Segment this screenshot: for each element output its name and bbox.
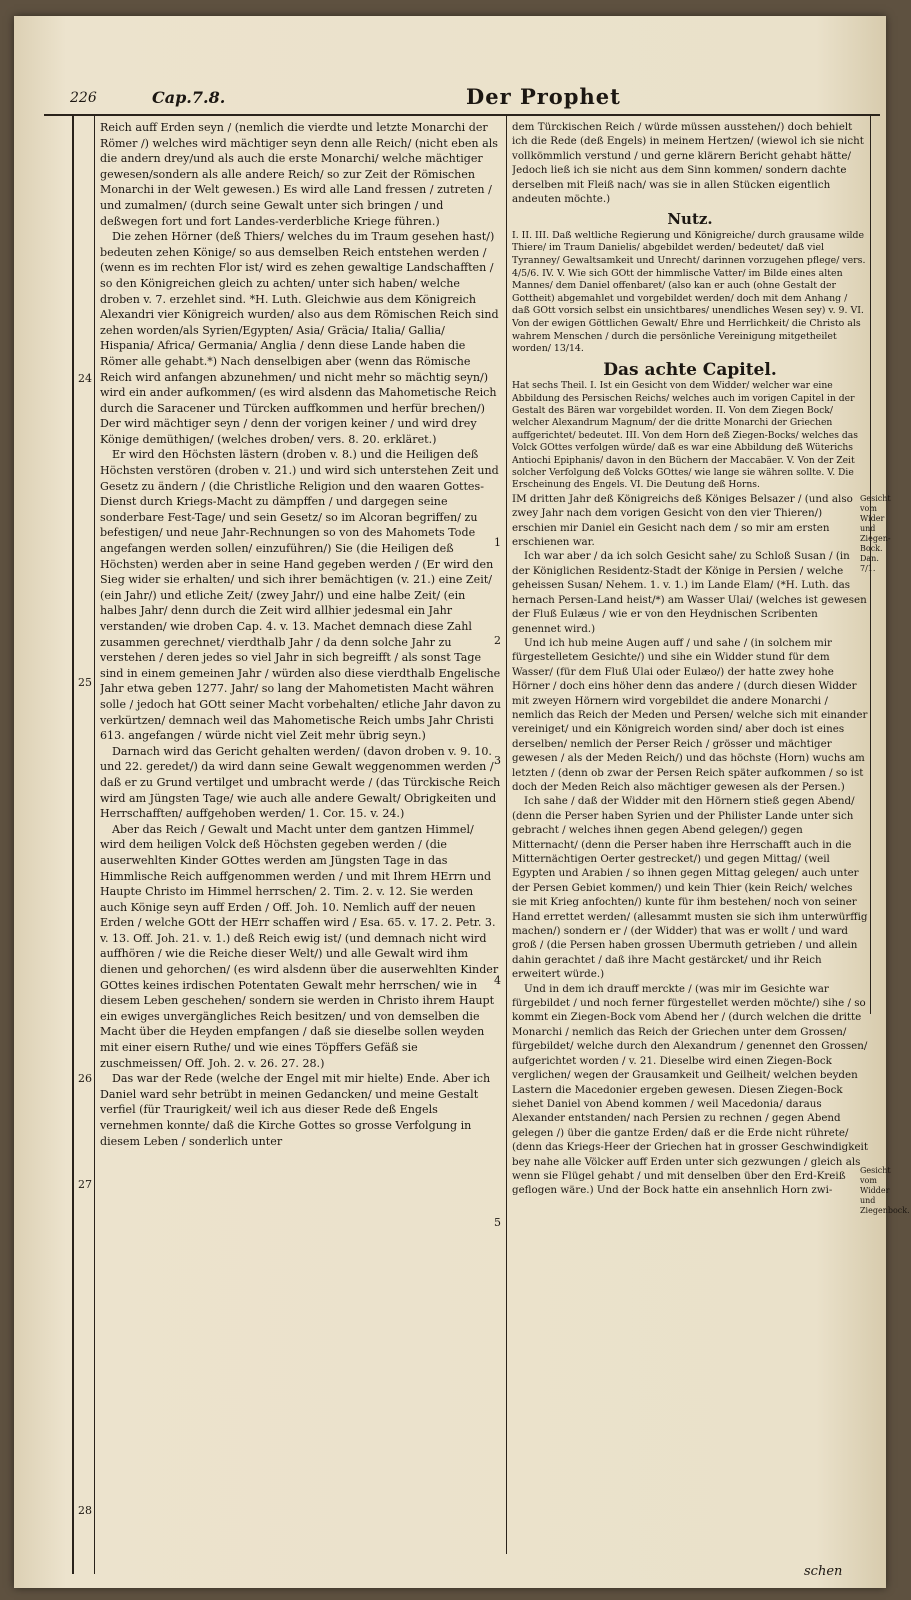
running-header: [14, 86, 886, 112]
chapter-reference: Cap.7.8.: [152, 88, 226, 107]
verse-paragraph: Er wird den Höchsten lästern (droben v. 8.) und die Heiligen deß Höchsten verstören (droben v. 21.) und wird sich unterstehen Zeit und Gesetz zu ändern / (die Christliche Religion und den waaren Gottes-Dienst durch Kriegs-Macht zu dämpffen / und dargegen seine sonderbare Fest-Tage/ und sein Gesetz/ so im Alcoran begriffen/ zu befestigen/ und neue Jahr-Rechnungen so von des Mahomets Tode angefangen werden sollen/ einzuführen/) Sie (die Heiligen deß Höchsten) werden aber in seine Hand gegeben werden / (Er wird den Sieg wider sie erhalten/ und sich ihrer bemächtigen (v. 21.) eine Zeit/ (ein Jahr/) und etliche Zeit/ (zwey Jahr/) und eine halbe Zeit/ (ein halbes Jahr/ denn durch die Zeit wird allhier jedesmal ein Jahr verstanden/ wie droben Cap. 4. v. 13. Machet demnach diese Zahl zusammen gerechnet/ vierdthalb Jahr / da denn solche Jahr zu verstehen / deren jedes so viel Jahr in sich begreifft / als sonst Tage sind in einem gemeinen Jahr / würden also diese vierdthalb Engelische Jahr etwa geben 1277. Jahr/ so lang der Mahometisten Macht währen solle / jedoch hat GOtt seiner Macht vorbehalten/ etliche Jahr davon zu verkürtzen/ demnach weil das Mahometische Reich umbs Jahr Christi 613. angefangen / würde nicht viel Zeit mehr übrig seyn.): [100, 448, 501, 743]
verse-number: 4: [494, 974, 501, 987]
continuation-paragraph: dem Türckischen Reich / würde müssen ausstehen/) doch behielt ich die Rede (deß Engels) in meinem Hertzen/ (wiewol ich sie nicht vollkömmlich verstund / und gerne klärern Bericht gehabt hätte/ Jedoch ließ ich sie nicht aus dem Sinn kommen/ sondern dachte derselben mit Fleiß nach/ was sie in allen Stücken eigentlich andeuten möchte.): [512, 121, 864, 206]
chapter-title: Das achte Capitel.: [603, 359, 777, 380]
verse-paragraph: Ich sahe / daß der Widder mit den Hörnern stieß gegen Abend/ (denn die Perser haben Syrien und der Philister Lande unter sich gebracht / welches ihnen gegen Abend gelegen/) gegen Mitternacht/ (denn die Perser haben ihre Herrschafft auch in die Mitternächtigen Oerter gestrecket/) und gegen Mittag/ (weil Egypten und Arabien / so ihnen gegen Mittag gelegen/ auch unter der Persen Gebiet kommen/) und kein Thier (kein Reich/ welches sie mit Krieg anfochten/) kunte für ihm bestehen/ noch von seiner Hand errettet werden/ (allesammt musten sie sich ihm unterwürffig machen/) sondern er / (der Widder) that was er wollt / und ward groß / (die Persen haben grossen Ubermuth getrieben / und allein dahin gerachtet / daß ihre Macht gestärcket/ und ihr Reich erweitert würde.): [512, 795, 868, 981]
header-rule: [44, 114, 880, 116]
verse-paragraph: Reich auff Erden seyn / (nemlich die vierdte und letzte Monarchi der Römer /) welches wird mächtiger seyn denn alle Reich/ (nicht eben als die andern drey/und als auch die erste Monarchi/ welche mächtiger gewesen/sondern als alle andere Reich/ so zur Zeit der Römischen Monarchi in der Welt gewesen.) Es wird alle Land fressen / zutreten / und zumalmen/ (durch seine Gewalt unter sich bringen / und deßwegen fort und fort Landes-verderbliche Kriege führen.): [100, 121, 498, 228]
verse-paragraph: IM dritten Jahr deß Königreichs deß Königes Belsazer / (und also zwey Jahr nach dem vorigen Gesicht von den vier Thieren/) erschien mir Daniel ein Gesicht nach dem / so mir am ersten erschienen war.: [512, 492, 853, 549]
verse-number: 24: [78, 372, 92, 385]
verse-paragraph: Und ich hub meine Augen auff / und sahe / (in solchem mir fürgestelletem Gesichte/) und sihe ein Widder stund für dem Wasser/ (für dem Fluß Ulai oder Eulæo/) der hatte zwey hohe Hörner / doch eins höher denn das andere / (durch diesen Widder mit zweyen Hörnern wird vorgebildet die andere Monarchi / nemlich das Reich der Meden und Persen/ welche sich mit einander vereiniget/ und ein Königreich worden sind/ aber doch ist eines derselben/ nemlich der Perser Reich / grösser und mächtiger gewesen / als der Meden Reich/) und das höchste (Horn) wuchs am letzten / (denn ob zwar der Persen Reich später aufkommen / so ist doch der Meden Reich also mächtiger gewesen als der Persen.): [512, 636, 868, 793]
book-page: [14, 16, 910, 1588]
page-number: 226: [70, 90, 97, 106]
verse-number: 27: [78, 1178, 92, 1191]
left-text-column: [100, 120, 502, 1590]
verse-paragraph: Das war der Rede (welche der Engel mit mir hielte) Ende. Aber ich Daniel ward sehr betrübt in meinen Gedancken/ und meine Gestalt verfiel (für Traurigkeit/ weil ich aus dieser Rede deß Engels vernehmen konnte/ daß die Kirche Gottes so grosse Verfolgung in diesem Leben / sonderlich unter: [100, 1072, 491, 1148]
nutz-paragraph: I. II. III. Daß weltliche Regierung und Königreiche/ durch grausame wilde Thiere/ im Traum Danielis/ abgebildet werden/ bedeutet/ daß viel Tyranney/ Gewaltsamkeit und Unrecht/ darinnen vorzugehen pflege/ vers. 4/5/6. IV. V. Wie sich GOtt der himmlische Vatter/ im Bilde eines alten Mannes/ dem Daniel offenbaret/ (also kan er auch (ohne Gestalt der Gottheit) abgemahlet und vorgebildet werden/ doch mit dem Anhang / daß GOtt vorsich selbst ein unsichtbares/ unendliches Wesen sey) v. 9. VI. Von der ewigen Göttlichen Gewalt/ Ehre und Herrlichkeit/ die Christo als wahrem Menschen / durch die persönliche Vereinigung mitgetheilet worden/ 13/14.: [512, 229, 866, 355]
verse-paragraph: Die zehen Hörner (deß Thiers/ welches du im Traum gesehen hast/) bedeuten zehen Könige/ so aus demselben Reich entstehen werden / (wenn es im rechten Flor ist/ wird es zehen gewaltige Landschafften / so den Königreichen gleich zu achten/ unter sich haben/ welche droben v. 7. erzehlet sind. *H. Luth. Gleichwie aus dem Königreich Alexandri vier Königreich wurden/ also aus dem Römischen Reich sind zehen worden/als Syrien/Egypten/ Asia/ Gräcia/ Italia/ Gallia/ Hispania/ Africa/ Germania/ Anglia / denn diese Lande haben die Römer alle gehabt.*) Nach denselbigen aber (wenn das Römische Reich wird anfangen abzunehmen/ und nicht mehr so mächtig seyn/) wird ein ander aufkommen/ (es wird alsdenn das Mahometische Reich durch die Saracener und Türcken auffkommen und herfür brechen/) Der wird mächtiger seyn / denn der vorigen keiner / und wird drey Könige demüthigen/ (welches droben/ vers. 8. 20. erkläret.): [100, 230, 499, 446]
verse-paragraph: Aber das Reich / Gewalt und Macht unter dem gantzen Himmel/ wird dem heiligen Volck deß Höchsten gegeben werden / (die auserwehlten Kinder GOttes werden am Jüngsten Tage in das Himmlische Reich auffgenommen werden / und mit Ihrem HErrn und Haupte Christo im Himmel herrschen/ 2. Tim. 2. v. 12. Sie werden auch Könige seyn auff Erden / Off. Joh. 10. Nemlich auff der neuen Erden / welche GOtt der HErr schaffen wird / Esa. 65. v. 17. 2. Petr. 3. v. 13. Off. Joh. 21. v. 1.) deß Reich ewig ist/ (und demnach nicht wird auffhören / wie die Reiche dieser Welt/) und alle Gewalt wird ihm dienen und gehorchen/ (es wird alsdenn über die auserwehlten Kinder GOttes keines irdischen Potentaten Gewalt mehr herrschen/ wie in diesem Leben geschehen/ sondern sie werden in Christo ihrem Haupt ein ewiges unvergängliches Reich besitzen/ und von demselben die Macht über die Heyden empfangen / daß sie dieselbe sollen weyden mit einer eisern Ruthe/ und wie eines Töpffers Gefäß sie zuschmeissen/ Off. Joh. 2. v. 26. 27. 28.): [100, 822, 499, 1070]
inner-left-rule: [94, 114, 95, 1574]
margin-note: Gesicht vom Widder und Ziegenbock.: [860, 1166, 910, 1215]
verse-number: 1: [494, 536, 501, 549]
right-text-column: [512, 120, 868, 1590]
verse-number: 25: [78, 676, 92, 689]
column-rule: [506, 114, 507, 1554]
margin-note: Gesicht vom Wider und Ziegen-Bock. Dan. 7/1.: [860, 494, 891, 573]
verse-number: 2: [494, 634, 501, 647]
verse-number: 26: [78, 1072, 92, 1085]
verse-number: 3: [494, 754, 501, 767]
nutz-heading: Nutz.: [667, 210, 713, 229]
verse-number: 28: [78, 1504, 92, 1517]
verse-paragraph: Und in dem ich drauff merckte / (was mir im Gesichte war fürgebildet / und noch ferner fürgestellet werden möchte/) sihe / so kommt ein Ziegen-Bock vom Abend her / (durch welchen die dritte Monarchi / nemlich das Reich der Griechen unter dem Grossen/ fürgebildet/ welche durch den Alexandrum / genennet den Grossen/ aufgerichtet worden / v. 21. Dieselbe wird einen Ziegen-Bock verglichen/ wegen der Grausamkeit und Geilheit/ welchen beyden Lastern die Macedonier ergeben gewesen. Diesen Ziegen-Bock siehet Daniel von Abend kommen / weil Macedonia/ daraus Alexander entstanden/ nach Persien zu rechnen / gegen Abend gelegen /) über die gantze Erden/ daß er die Erde nicht rührete/ (denn das Kriegs-Heer der Griechen hat in grosser Geschwindigkeit bey nahe alle Völcker auff Erden unter sich gezwungen / gleich als wenn sie Flügel gehabt / und mit denselben über den Erd-Kreiß geflogen wäre.) Und der Bock hatte ein ansehnlich Horn zwi-: [512, 982, 868, 1197]
running-title: Der Prophet: [466, 84, 621, 109]
catchword: schen: [804, 1564, 843, 1579]
outer-left-rule: [72, 114, 74, 1574]
verse-number: 5: [494, 1216, 501, 1229]
verse-paragraph: Ich war aber / da ich solch Gesicht sahe/ zu Schloß Susan / (in der Königlichen Residentz-Stadt der Könige in Persien / welche geheissen Susan/ Nehem. 1. v. 1.) im Lande Elam/ (*H. Luth. das hernach Persen-Land heist/*) am Wasser Ulai/ (welches ist gewesen der Fluß Eulæus / wie er von den Heydnischen Scribenten genennet wird.): [512, 550, 867, 635]
chapter-summary: Hat sechs Theil. I. Ist ein Gesicht von dem Widder/ welcher war eine Abbildung des Persischen Reichs/ welches auch im vorigen Capitel in der Gestalt des Bären war vorgebildet worden. II. Von dem Ziegen Bock/ welcher Alexandrum Magnum/ der die dritte Monarchi der Griechen auffgerichtet/ bedeutet. III. Von dem Horn deß Ziegen-Bocks/ welches das Volck GOttes verfolgen würde/ daß es war eine Abbildung deß Wüterichs Antiochi Epiphanis/ davon in den Büchern der Maccabäer. V. Von der Zeit solcher Verfolgung deß Volcks GOttes/ wie lange sie währen sollte. V. Die Erscheinung des Engels. VI. Die Deutung deß Horns.: [512, 380, 858, 491]
verse-paragraph: Darnach wird das Gericht gehalten werden/ (davon droben v. 9. 10. und 22. geredet/) da wird dann seine Gewalt weggenommen werden / daß er zu Grund vertilget und umbracht werde / (das Türckische Reich wird am Jüngsten Tage/ wie auch alle andere Gewalt/ Obrigkeiten und Herrschafften/ auffgehoben werden/ 1. Cor. 15. v. 24.): [100, 744, 501, 821]
